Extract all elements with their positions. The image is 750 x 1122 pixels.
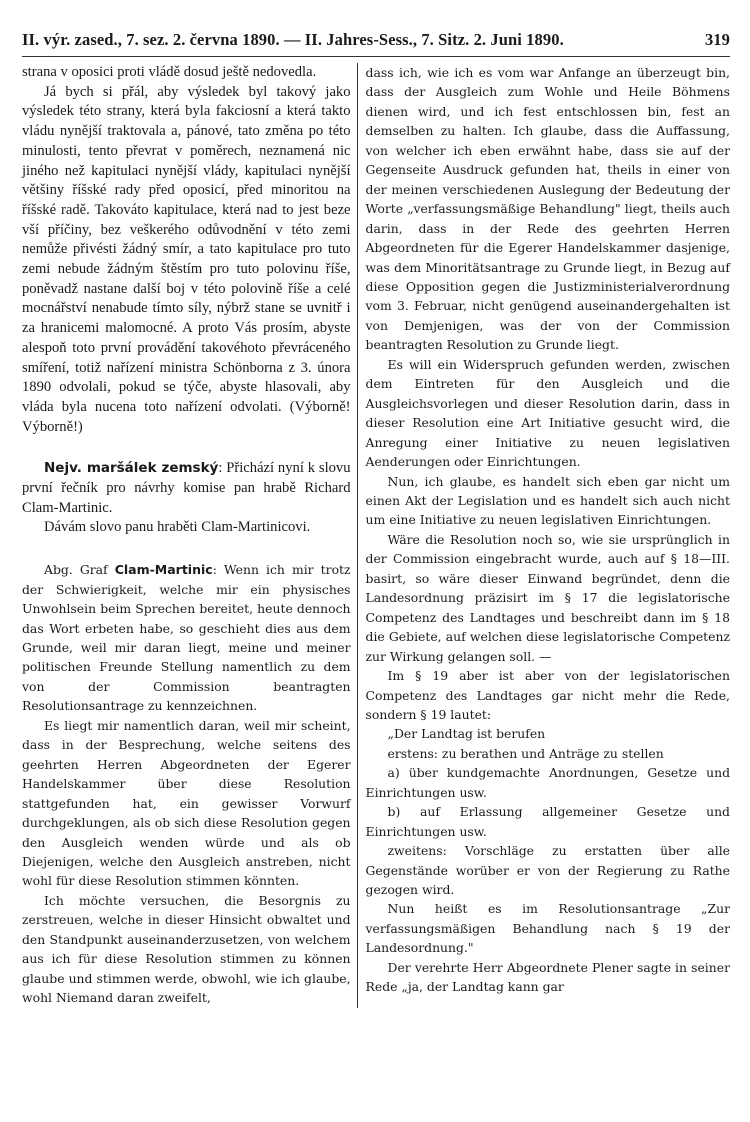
paragraph: dass ich, wie ich es vom war Anfange an überzeugt bin, dass der Ausgleich zum Wohle und Heile Böhmens dienen wird, und ich fest entschlossen bin, fest an demselben zu halten. Ich glaube, dass die Auffassung, von welcher ich eben erwähnt habe, dass sie auf der Gegenseite Ausdruck gefunden hat, theils in einer von der meinen verschiedenen Auslegung der Bedeutung der Worte „verfassungsmäßige Behandlung" liegt, theils auch darin, dass in der Rede des geehrten Herren Abgeordneten für die Egerer Handelskammer dasjenige, was dem Minoritätsantrage zu Grunde liegt, in Bezug auf diese Opposition gegen die Justizministerialverordnung vom 3. Februar, nicht genügend auseinandergehalten ist von Demjenigen, was der von der Commission beantragten Resolution zu Grunde liegt. (365, 65, 730, 353)
paragraph: Dávám slovo panu hraběti Clam-Martinicovi. (44, 519, 311, 536)
german-column (358, 63, 730, 1008)
paragraph: Nun heißt es im Resolutionsantrage „Zur verfassungsmäßigen Behandlung nach § 19 der Landesordnung." (365, 901, 730, 956)
speaker-name: Clam-Martinic (114, 562, 213, 578)
quote-line: b) auf Erlassung allgemeiner Gesetze und Einrichtungen usw. (365, 804, 730, 839)
czech-column (22, 63, 357, 1008)
quote-line: zweitens: Vorschläge zu erstatten über alle Gegenstände worüber er von der Regierung zu Rathe gezogen wird. (365, 843, 730, 898)
speaker-paragraph (22, 560, 351, 716)
speaker-paragraph (22, 459, 351, 518)
page-header (22, 30, 730, 57)
speaker-prefix: Abg. Graf (44, 562, 115, 578)
paragraph: Es will ein Widerspruch gefunden werden, zwischen dem Eintreten für den Ausgleich und die Ausgleichsvorlegen und dieser Resolution darin, dass in dieser Resolution eine Art Initiative gesucht wird, die Anregung einer Initiative zu neuen legislativen Aenderungen oder Einrichtungen. (365, 356, 730, 470)
paragraph: Es liegt mir namentlich daran, weil mir scheint, dass in der Besprechung, welche seitens des geehrten Herren Abgeordneten der Egerer Handelskammer über diese Resolution stattgefunden hat, ein gewisser Vorwurf durchgeklungen, als ob sich diese Resolution gegen den Ausgleich wenden würde und als ob Diejenigen, welche den Ausgleich anstreben, nicht wohl für diese Resolution stimmen könnten. (22, 717, 351, 889)
speaker-text: : Přichází nyní k slovu první řečník pro návrhy komise pan hrabě Richard Clam-Martinic. (22, 460, 351, 516)
page-number: 319 (704, 30, 730, 49)
speaker-text: : Wenn ich mir trotz der Schwierigkeit, welche mir ein physisches Unwohlsein beim Sprechen bereitet, heute dennoch das Wort erbeten habe, so geschieht dies aus dem Grunde, weil mir daran liegt, meine und meiner politischen Freunde Stellung namentlich zu dem von der Commission beantragten Resolutionsantrage zu kennzeichnen. (22, 562, 351, 714)
speaker-name: Nejv. maršálek zemský (44, 460, 219, 477)
paragraph: Ich möchte versuchen, die Besorgnis zu zerstreuen, welche in dieser Hinsicht obwaltet und den Standpunkt auseinanderzusetzen, von welchem aus ich für diese Resolution stimmen zu können glaube und stimmen werde, obwohl, wie ich glaube, wohl Niemand daran zweifelt, (22, 892, 351, 1006)
paragraph: Der verehrte Herr Abgeordnete Plener sagte in seiner Rede „ja, der Landtag kann gar (365, 959, 730, 995)
header-session-info: II. výr. zased., 7. sez. 2. června 1890. — II. Jahres-Sess., 7. Sitz. 2. Juni 1890. (22, 30, 564, 49)
paragraph: Nun, ich glaube, es handelt sich eben gar nicht um einen Akt der Legislation und es handelt sich auch nicht um eine Initiative zu neuen legislativen Einrichtungen. (365, 473, 730, 528)
quote-line: „Der Landtag ist berufen (387, 726, 546, 742)
paragraph: Já bych si přál, aby výsledek byl takový jako výsledek této strany, která byla fakciosní a která takto vládu nynější traktovala a, pánové, tato změna po této minulosti, tento převrat v poměrech, neznamená nic jiného než kapitulaci nynější vlády, kapitulaci nynější většiny říšské rady před oposicí, před minoritou na říšské radě. Takováto kapitulace, která nad to jest beze vší příčiny, bez veškerého odůvodnění v této zemi nemůže přivésti žádný smír, a tato kapitulace pro tuto zemi nebude žádným štěstím pro tuto polovinu říše, poněvadž nastane další boj v této polovině říše a celé mocnářství nenabude tímto síly, nýbrž stane se uvnitř i za hranicemi malomocné. A proto Vás prosím, abyste alespoň toto první provádění takovéhoto převráceného smíření, totiž nařízení ministra Schönborna z 3. února 1890 odvolali, pokud se týče, abyste hlasovali, aby vláda byla nucena toto nařízení odvolati. (Výborně! Výborně!) (22, 83, 351, 435)
paragraph: Im § 19 aber ist aber von der legislatorischen Competenz des Landtages gar nicht mehr die Rede, sondern § 19 lautet: (365, 668, 730, 722)
quote-line: a) über kundgemachte Anordnungen, Gesetze und Einrichtungen usw. (365, 765, 730, 800)
paragraph: Wäre die Resolution noch so, wie sie ursprünglich in der Commission eingebracht wurde, auch auf § 18—III. basirt, so wäre dieser Einwand begründet, denn die Landesordnung präzisirt im § 17 die legislatorische Competenz des Landtages und beschreibt dann im § 18 die Gebiete, auf welchen diese legislatorische Competenz zur Wirkung gelangen soll. — (365, 531, 730, 664)
paragraph: strana v oposici proti vládě dosud ještě nedovedla. (22, 64, 317, 80)
two-column-body (22, 63, 730, 1008)
quote-line: erstens: zu berathen und Anträge zu stellen (387, 745, 664, 761)
